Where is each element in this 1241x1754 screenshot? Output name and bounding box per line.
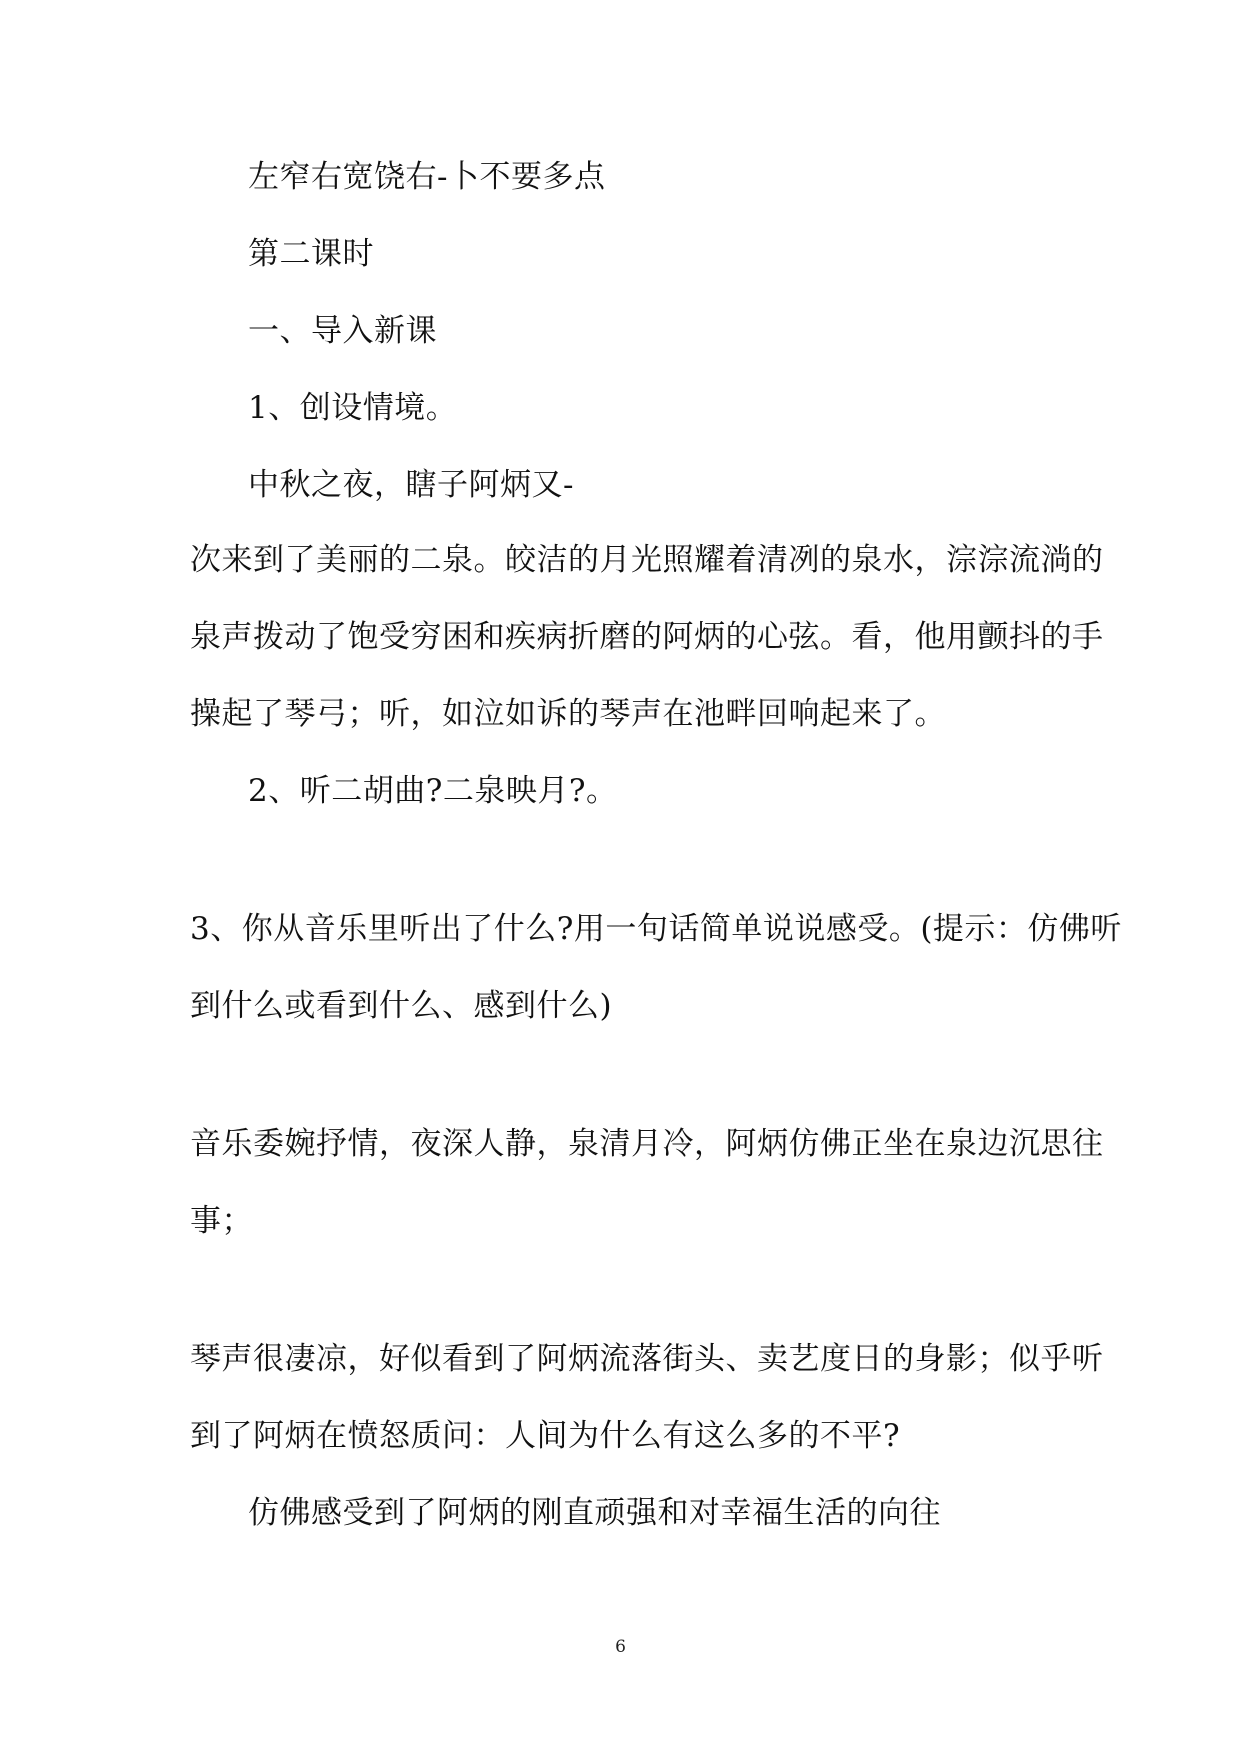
paragraph-line: 音乐委婉抒情，夜深人静，泉清月冷，阿炳仿佛正坐在泉边沉思往 bbox=[190, 1126, 1104, 1162]
step-2-heading: 2、听二胡曲?二泉映月?。 bbox=[248, 773, 618, 809]
step-3-question: 到什么或看到什么、感到什么) bbox=[190, 988, 613, 1024]
paragraph-line: 中秋之夜，瞎子阿炳又- bbox=[248, 467, 574, 503]
lesson-heading: 第二课时 bbox=[248, 236, 374, 272]
paragraph-line: 泉声拨动了饱受穷困和疾病折磨的阿炳的心弦。看，他用颤抖的手 bbox=[190, 619, 1104, 655]
section-heading: 一、导入新课 bbox=[248, 313, 437, 349]
paragraph-line: 事； bbox=[190, 1203, 253, 1239]
paragraph-line: 仿佛感受到了阿炳的刚直顽强和对幸福生活的向往 bbox=[248, 1495, 941, 1531]
paragraph-line: 到了阿炳在愤怒质问：人间为什么有这么多的不平? bbox=[190, 1418, 901, 1454]
page-number: 6 bbox=[615, 1637, 626, 1657]
step-3-question: 3、你从音乐里听出了什么?用一句话简单说说感受。(提示：仿佛听 bbox=[190, 911, 1122, 947]
paragraph-line: 操起了琴弓；听，如泣如诉的琴声在池畔回响起来了。 bbox=[190, 696, 946, 732]
step-1-heading: 1、创设情境。 bbox=[248, 390, 458, 426]
paragraph-line: 次来到了美丽的二泉。皎洁的月光照耀着清冽的泉水，淙淙流淌的 bbox=[190, 542, 1104, 578]
paragraph-line: 琴声很凄凉，好似看到了阿炳流落街头、卖艺度日的身影；似乎听 bbox=[190, 1341, 1104, 1377]
text-line-writing-tip: 左窄右宽饶右-卜不要多点 bbox=[248, 159, 606, 195]
